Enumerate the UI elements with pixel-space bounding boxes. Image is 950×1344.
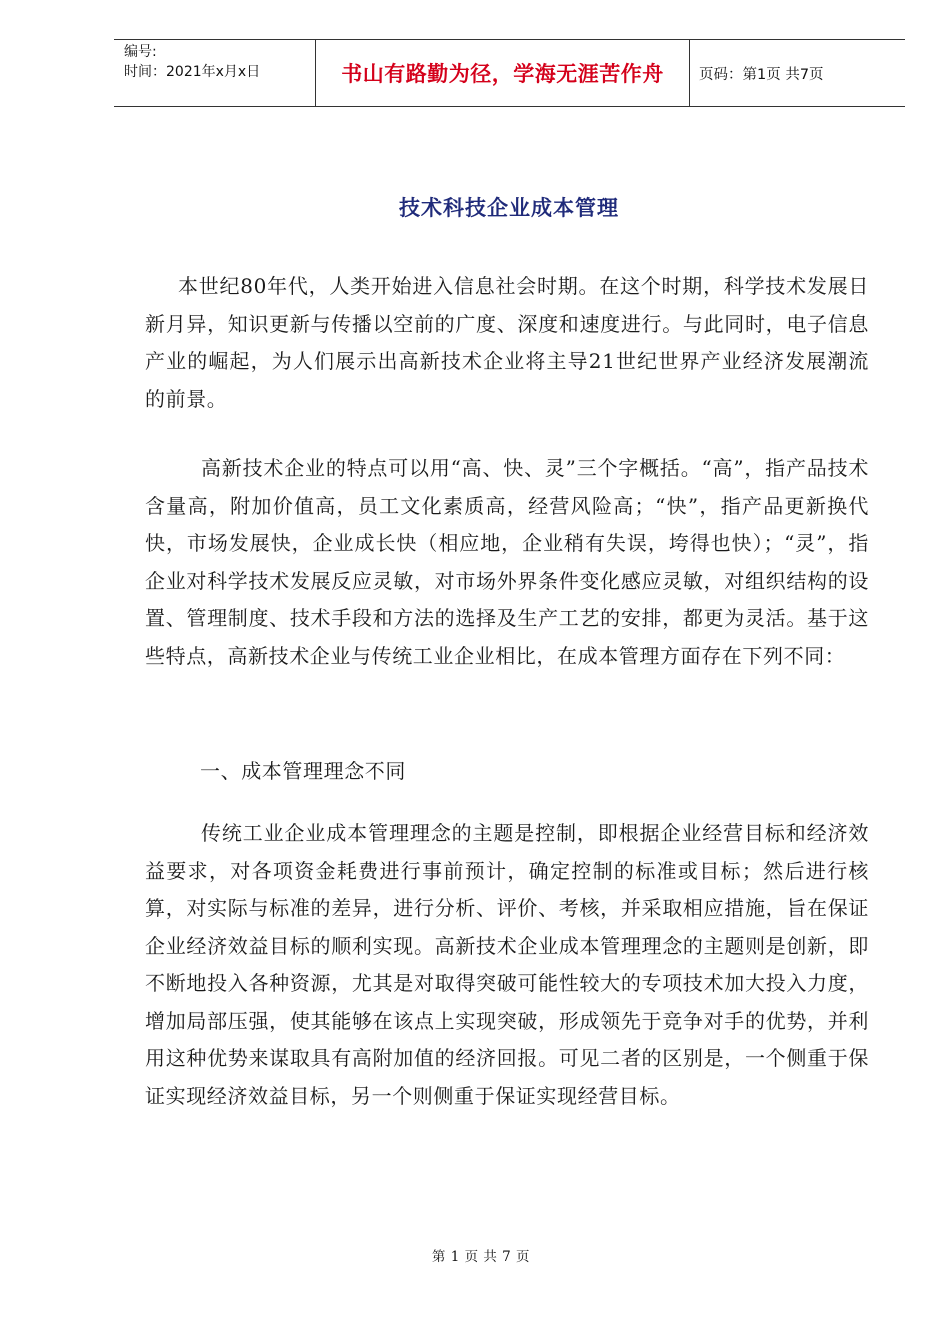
page-footer: 第 1 页 共 7 页 bbox=[431, 1249, 531, 1265]
document-time-label: 时间：2021年x月x日 bbox=[124, 64, 261, 80]
header-meta-cell bbox=[114, 40, 316, 106]
body-paragraph: 本世纪80年代，人类开始进入信息社会时期。在这个时期，科学技术发展日新月异，知识更新与传播以空前的广度、深度和速度进行。与此同时，电子信息产业的崛起，为人们展示出高新技术企业将主导21世纪世界产业经济发展潮流的前景。 bbox=[145, 274, 869, 411]
header-page-info: 页码：第1页 共7页 bbox=[699, 66, 824, 83]
body-paragraph: 传统工业企业成本管理理念的主题是控制，即根据企业经营目标和经济效益要求，对各项资金耗费进行事前预计，确定控制的标准或目标；然后进行核算，对实际与标准的差异，进行分析、评价、考核，并采取相应措施，旨在保证企业经济效益目标的顺利实现。高新技术企业成本管理理念的主题则是创新，即不断地投入各种资源，尤其是对取得突破可能性较大的专项技术加大投入力度，增加局部压强，使其能够在该点上实现突破，形成领先于竞争对手的优势，并利用这种优势来谋取具有高附加值的经济回报。可见二者的区别是，一个侧重于保证实现经济效益目标，另一个则侧重于保证实现经营目标。 bbox=[145, 821, 869, 1108]
document-header bbox=[114, 39, 905, 107]
header-motto: 书山有路勤为径，学海无涯苦作舟 bbox=[316, 40, 690, 106]
section-heading: 一、成本管理理念不同 bbox=[200, 759, 406, 783]
document-title: 技术科技企业成本管理 bbox=[399, 196, 619, 220]
document-number-label: 编号: bbox=[124, 44, 157, 60]
body-paragraph: 高新技术企业的特点可以用“高、快、灵”三个字概括。“高”，指产品技术含量高，附加价值高，员工文化素质高，经营风险高；“快”，指产品更新换代快，市场发展快，企业成长快（相应地，企业稍有失误，垮得也快）；“灵”，指企业对科学技术发展反应灵敏，对市场外界条件变化感应灵敏，对组织结构的设置、管理制度、技术手段和方法的选择及生产工艺的安排，都更为灵活。基于这些特点，高新技术企业与传统工业企业相比，在成本管理方面存在下列不同： bbox=[145, 456, 869, 668]
